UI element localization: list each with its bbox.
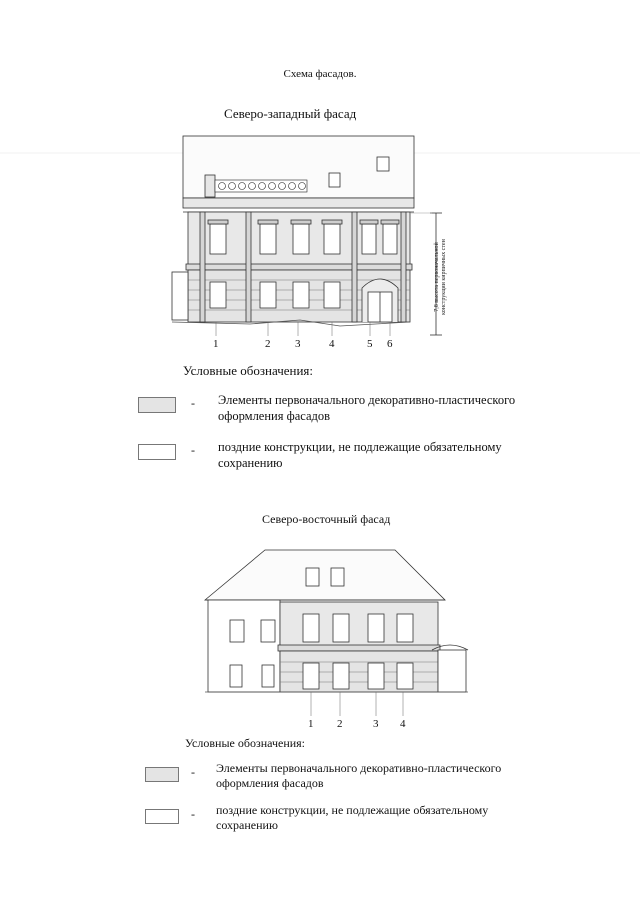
legend2-swatch-original bbox=[145, 767, 179, 782]
legend2-text-original: Элементы первоначального декоративно-пластического оформления фасадов bbox=[216, 761, 502, 790]
facade1-marker-3: 3 bbox=[295, 338, 301, 350]
legend2-text-late: поздние конструкции, не подлежащие обязательному сохранению bbox=[216, 803, 489, 832]
legend2-dash-2: - bbox=[191, 807, 195, 821]
facade1-marker-2: 2 bbox=[265, 338, 271, 350]
northeast-facade-drawing bbox=[205, 550, 468, 716]
northwest-facade-drawing bbox=[172, 136, 442, 336]
facade2-marker-2: 2 bbox=[337, 718, 343, 730]
legend1-dash-2: - bbox=[191, 443, 195, 457]
facade2-marker-1: 1 bbox=[308, 718, 314, 730]
dimension-note: 7,8 высота первоначальной конструкции кирпичных стен bbox=[434, 239, 447, 315]
facade1-marker-1: 1 bbox=[213, 338, 219, 350]
legend2-swatch-late bbox=[145, 809, 179, 824]
facade1-marker-4: 4 bbox=[329, 338, 335, 350]
legend2-dash-1: - bbox=[191, 765, 195, 779]
legend2-title: Условные обозначения: bbox=[185, 736, 306, 750]
facade2-marker-3: 3 bbox=[373, 718, 379, 730]
facade2-title: Северо-восточный фасад bbox=[262, 512, 391, 526]
legend1-dash-1: - bbox=[191, 396, 195, 410]
legend1-text-late: поздние конструкции, не подлежащие обязательному сохранению bbox=[218, 440, 502, 470]
facade1-marker-6: 6 bbox=[387, 338, 393, 350]
legend1-title: Условные обозначения: bbox=[183, 363, 314, 378]
legend1-swatch-late bbox=[138, 444, 176, 460]
legend1-text-original: Элементы первоначального декоративно-пластического оформления фасадов bbox=[218, 393, 516, 423]
facade1-title: Северо-западный фасад bbox=[224, 106, 357, 121]
page-title: Схема фасадов. bbox=[283, 68, 357, 80]
facade2-marker-4: 4 bbox=[400, 718, 406, 730]
facade1-marker-5: 5 bbox=[367, 338, 373, 350]
legend1-swatch-original bbox=[138, 397, 176, 413]
